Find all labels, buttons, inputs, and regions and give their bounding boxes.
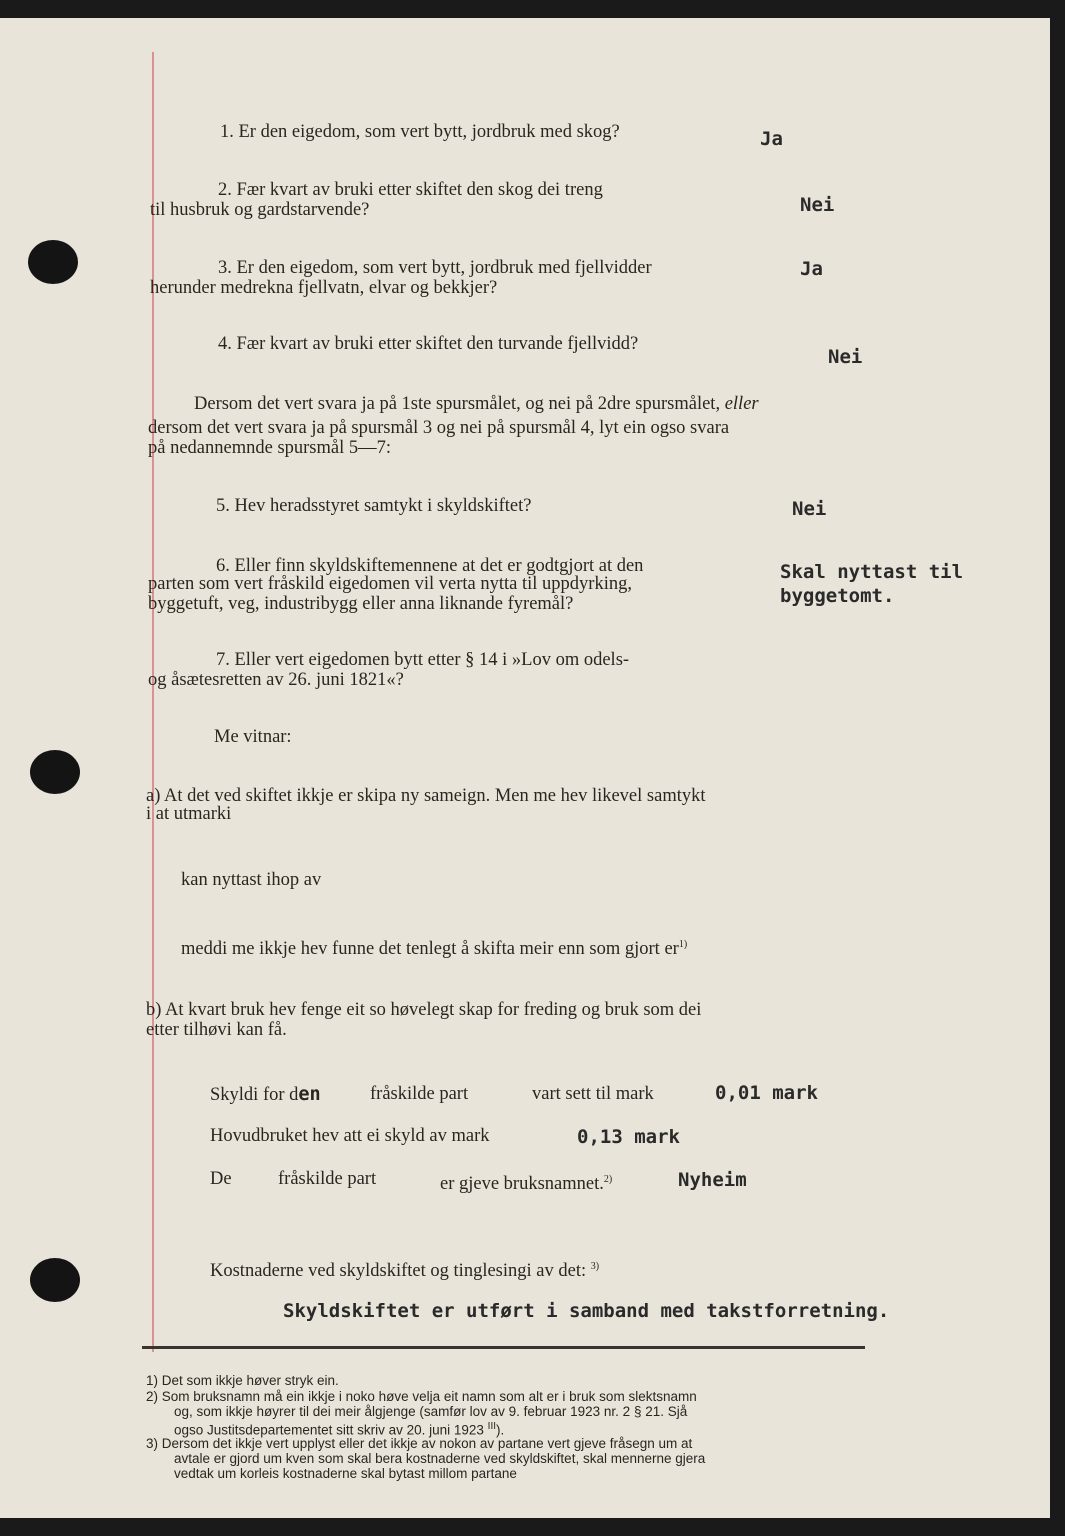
answer-4: Nei <box>828 346 863 368</box>
question-2-line-2: til husbruk og gardstarvende? <box>150 200 370 220</box>
question-4: 4. Fær kvart av bruki etter skiftet den turvande fjellvidd? <box>218 334 639 354</box>
footnote-3-line-3: vedtak um korleis kostnaderne skal bytast millom partane <box>174 1466 517 1481</box>
witness-a-line-4: meddi me ikkje hev funne det tenlegt å skifta meir enn som gjort $er^{1)}$ <box>181 939 688 960</box>
answer-1: Ja <box>760 128 783 150</box>
witness-b-line-1: b) At kvart bruk hev fenge eit so høvelegt skap for freding og bruk som dei <box>146 1000 702 1020</box>
witness-a-line-1: a) At det ved skiftet ikkje er skipa ny sameign. Men me hev likevel samtykt <box>146 786 706 806</box>
witness-a-line-3: kan nyttast ihop av <box>181 870 322 890</box>
question-7-line-1: 7. Eller vert eigedomen bytt etter § 14 i »Lov om odels- <box>216 650 630 670</box>
kostnader-value: Skyldskiftet er utført i samband med takstforretning. <box>283 1300 890 1322</box>
punch-hole <box>30 750 80 794</box>
footnote-2-line-3: ogso Justitsdepartementet sitt skriv av 20. juni 1923 $^{III}$). <box>174 1421 505 1438</box>
witness-b-line-2: etter tilhøvi kan få. <box>146 1020 287 1040</box>
instruction-line-3: på nedannemnde spursmål 5—7: <box>148 438 392 458</box>
answer-3: Ja <box>800 258 823 280</box>
skyld-label: Skyldi for den <box>210 1084 321 1105</box>
question-6-line-3: byggetuft, veg, industribygg eller anna liknande fyremål? <box>148 594 574 614</box>
hovudbruk-value: 0,13 mark <box>577 1126 680 1148</box>
footnote-2-line-2: og, som ikkje høyrer til dei meir ålgjenge (samfør lov av 9. februar 1923 nr. 2 § 21. Sjå <box>174 1404 688 1419</box>
footnote-2-line-1: 2) Som bruksnamn må ein ikkje i noko høve velja eit namn som alt er i bruk som slektsnamn <box>146 1389 697 1404</box>
question-2-line-1: 2. Fær kvart av bruki etter skiftet den skog dei treng <box>218 180 603 200</box>
instruction-line-2: dersom det vert svara ja på spursmål 3 og nei på spursmål 4, lyt ein ogso svara <box>148 418 730 438</box>
answer-6-line-1: Skal nyttast til <box>780 561 964 583</box>
footnote-divider <box>142 1346 865 1349</box>
bruksnamn-value: Nyheim <box>678 1169 747 1191</box>
answer-2: Nei <box>800 194 835 216</box>
question-6-line-1: 6. Eller finn skyldskiftemennene at det er godtgjort at den <box>216 556 644 576</box>
hovudbruk-label: Hovudbruket hev att ei skyld av mark <box>210 1126 490 1146</box>
question-3-line-1: 3. Er den eigedom, som vert bytt, jordbruk med fjellvidder <box>218 258 652 278</box>
answer-6-line-2: byggetomt. <box>780 585 895 607</box>
punch-hole <box>28 240 78 284</box>
bruksnamn-label: er gjeve bruksnamnet.$^{2)}$ <box>440 1174 613 1195</box>
footnote-3-line-2: avtale er gjord um kven som skal bera kostnaderne ved skyldskiftet, skal mennerne gjera <box>174 1451 706 1466</box>
question-7-line-2: og åsætesretten av 26. juni 1821«? <box>148 670 404 690</box>
instruction-line-1: Dersom det vert svara ja på 1ste spursmålet, og nei på 2dre spursmålet, eller <box>194 394 759 414</box>
bruksnamn-label-de: De <box>210 1169 232 1189</box>
question-6-line-2: parten som vert fråskild eigedomen vil verta nytta til uppdyrking, <box>148 574 632 594</box>
question-5: 5. Hev heradsstyret samtykt i skyldskiftet? <box>216 496 532 516</box>
witness-a-line-2: i at utmarki <box>146 804 232 824</box>
skyld-label-part: fråskilde part <box>370 1084 469 1104</box>
question-3-line-2: herunder medrekna fjellvatn, elvar og bekkjer? <box>150 278 498 298</box>
kostnader-label: Kostnaderne ved skyldskiftet og tinglesingi av det: $^{3)}$ <box>210 1261 600 1282</box>
bruksnamn-label-part: fråskilde part <box>278 1169 377 1189</box>
question-1: 1. Er den eigedom, som vert bytt, jordbruk med skog? <box>220 122 620 142</box>
footnote-3-line-1: 3) Dersom det ikkje vert upplyst eller det ikkje av nokon av partane vert gjeve fråsegn um at <box>146 1436 693 1451</box>
skyld-label-mark: vart sett til mark <box>532 1084 654 1104</box>
margin-line <box>152 52 154 1352</box>
witness-heading: Me vitnar: <box>214 727 292 747</box>
skyld-value: 0,01 mark <box>715 1082 818 1104</box>
document-page <box>0 18 1050 1518</box>
answer-5: Nei <box>792 498 827 520</box>
punch-hole <box>30 1258 80 1302</box>
footnote-1: 1) Det som ikkje høver stryk ein. <box>146 1373 339 1388</box>
